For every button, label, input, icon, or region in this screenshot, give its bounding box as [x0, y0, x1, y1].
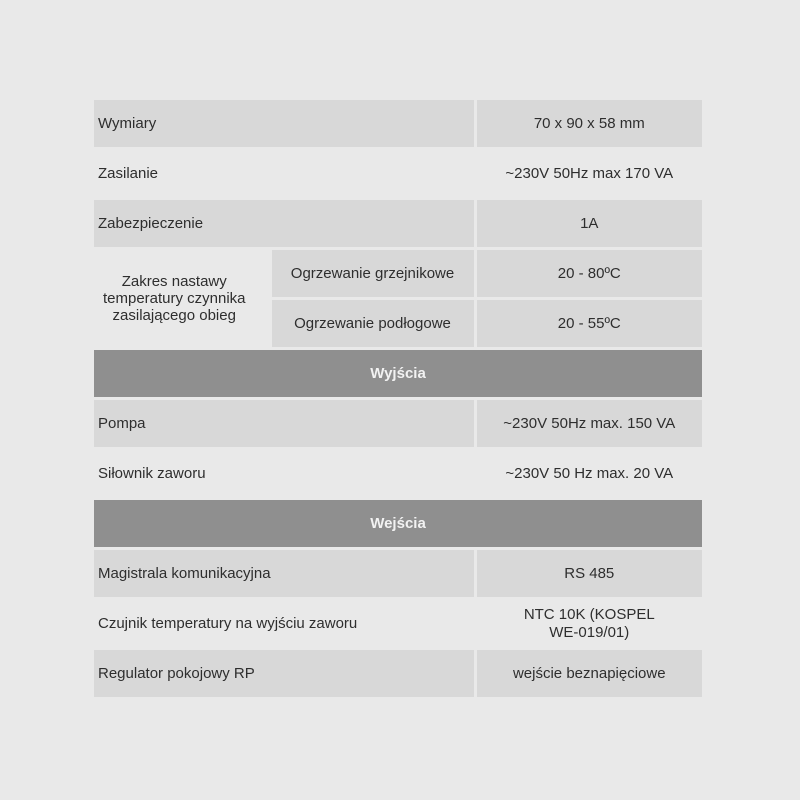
table-row	[94, 399, 702, 449]
spec-value-dimensions: 70 x 90 x 58 mm	[475, 100, 702, 149]
temperature-range-line-3: zasilającego obieg	[112, 307, 236, 324]
section-header-inputs	[94, 499, 702, 549]
table-row	[94, 149, 702, 199]
spec-value-room-regulator: wejście beznapięciowe	[475, 649, 702, 698]
spec-label-communication-bus: Magistrala komunikacyjna	[94, 549, 475, 599]
table-row	[94, 100, 702, 149]
spec-value-communication-bus: RS 485	[475, 549, 702, 599]
spec-table	[94, 100, 702, 697]
temperature-range-line-2: temperatury czynnika	[102, 290, 246, 307]
spec-label-power-supply: Zasilanie	[94, 149, 475, 199]
spec-value-radiator-heating: 20 - 80ºC	[475, 249, 702, 299]
section-title-outputs: Wyjścia	[94, 349, 702, 399]
spec-label-valve-actuator: Siłownik zaworu	[94, 449, 475, 499]
spec-label-valve-temp-sensor: Czujnik temperatury na wyjściu zaworu	[94, 599, 475, 649]
table-row	[94, 449, 702, 499]
spec-label-room-regulator: Regulator pokojowy RP	[94, 649, 475, 698]
spec-value-pump: ~230V 50Hz max. 150 VA	[475, 399, 702, 449]
spec-label-fuse: Zabezpieczenie	[94, 199, 475, 249]
spec-value-fuse: 1A	[475, 199, 702, 249]
sensor-value-line-1: NTC 10K (KOSPEL	[523, 605, 655, 623]
table-row	[94, 649, 702, 698]
table-row	[94, 599, 702, 649]
spec-value-power-supply: ~230V 50Hz max 170 VA	[475, 149, 702, 199]
spec-value-valve-temp-sensor	[475, 599, 702, 649]
spec-label-floor-heating: Ogrzewanie podłogowe	[270, 299, 475, 349]
table-row	[94, 549, 702, 599]
spec-value-floor-heating: 20 - 55ºC	[475, 299, 702, 349]
section-title-inputs: Wejścia	[94, 499, 702, 549]
section-header-outputs	[94, 349, 702, 399]
spec-label-dimensions: Wymiary	[94, 100, 475, 149]
sensor-value-line-2: WE-019/01)	[549, 623, 630, 641]
table-row	[94, 199, 702, 249]
temperature-range-line-1: Zakres nastawy	[121, 273, 227, 290]
spec-label-pump: Pompa	[94, 399, 475, 449]
spec-label-temperature-range	[94, 249, 270, 349]
table-row	[94, 249, 702, 299]
spec-value-valve-actuator: ~230V 50 Hz max. 20 VA	[475, 449, 702, 499]
spec-label-radiator-heating: Ogrzewanie grzejnikowe	[270, 249, 475, 299]
